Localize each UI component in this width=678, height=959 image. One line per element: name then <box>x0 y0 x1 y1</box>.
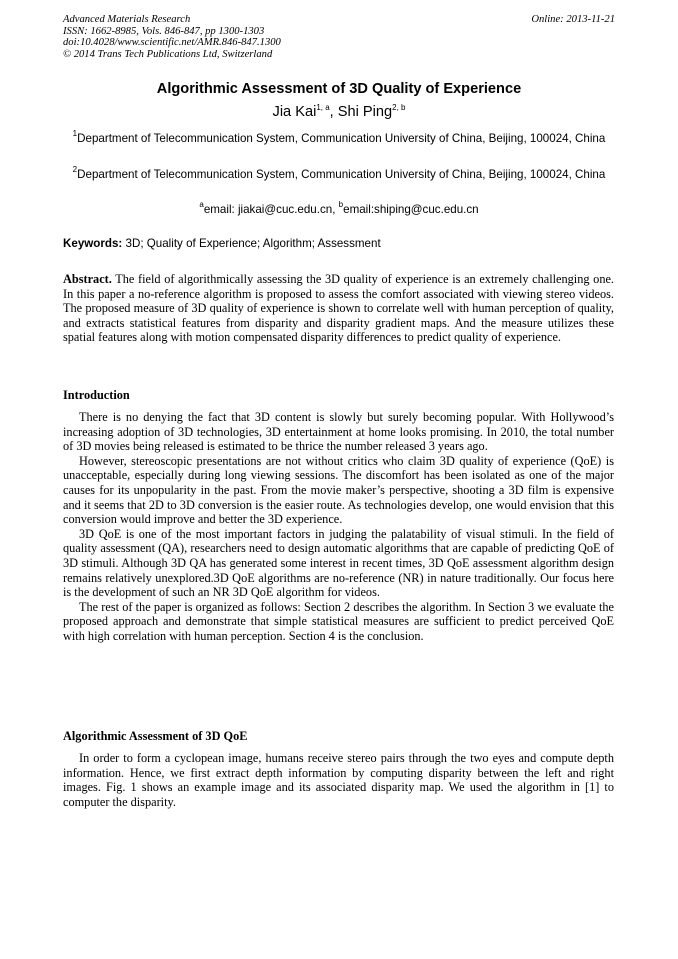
introduction-body <box>63 410 614 644</box>
keywords-text: 3D; Quality of Experience; Algorithm; Assessment <box>122 237 381 250</box>
section-heading-algorithm: Algorithmic Assessment of 3D QoE <box>63 729 248 743</box>
copyright-line: © 2014 Trans Tech Publications Ltd, Switzerland <box>63 48 273 60</box>
keywords <box>63 237 615 250</box>
email-marker: b <box>338 200 344 209</box>
author-affiliation-marker: 2, b <box>392 103 406 112</box>
doi-line: doi:10.4028/www.scientific.net/AMR.846-847.1300 <box>63 37 281 49</box>
abstract-label: Abstract. <box>63 272 112 286</box>
paper-title: Algorithmic Assessment of 3D Quality of Experience <box>156 81 522 97</box>
affiliation-text: Department of Telecommunication System, Communication University of China, Beijing, 100024, China <box>77 168 606 181</box>
affiliation-1 <box>63 131 615 146</box>
affiliation-marker: 1 <box>72 129 78 138</box>
author-emails <box>0 200 678 216</box>
affiliation-marker: 2 <box>72 165 78 174</box>
paragraph: There is no denying the fact that 3D content is slowly but surely becoming popular. With Hollywood’s increasing adoption of 3D technologies, 3D entertainment at home looks promising. In 2010, the total number of 3D movies being released is estimated to be thrice the number released 3 years ago. <box>63 410 614 454</box>
journal-name: Advanced Materials Research <box>63 14 191 25</box>
affiliation-2 <box>63 167 615 182</box>
paragraph: However, stereoscopic presentations are not without critics who claim 3D quality of experience (QoE) is unacceptable, especially during long viewing sessions. The discomfort has been isolated as one of the major causes for its unpopularity in the past. From the movie maker’s perspective, shooting a 3D film is expensive and it seems that 2D to 3D conversion is the easier route. As technologies develop, one would envision that this conversion would improve and better the 3D experience. <box>63 453 614 527</box>
author-name: Shi Ping <box>337 104 393 120</box>
email-text: email:shiping@cuc.edu.cn <box>343 203 479 216</box>
paragraph: In order to form a cyclopean image, humans receive stereo pairs through the two eyes and compute depth information. Hence, we first extract depth information by computing disparity between the left and right images. Fig. 1 shows an example image and its associated disparity map. We used the algorithm in [1] to computer the disparity. <box>63 751 614 809</box>
email-marker: a <box>199 200 204 209</box>
abstract-text: The field of algorithmically assessing the 3D quality of experience is an extremely challenging one. In this paper a no-reference algorithm is proposed to assess the comfort associated with viewing stereo videos. The proposed measure of 3D quality of experience is shown to correlate well with human perception of quality, and extracts statistical features from disparity and disparity gradient maps. And the measure utilizes these spatial features along with motion compensated disparity differences to predict quality of experience. <box>63 272 614 345</box>
email-text: email: jiakai@cuc.edu.cn, <box>203 203 339 216</box>
algorithm-body <box>63 751 614 809</box>
author-separator: , <box>329 104 338 120</box>
paragraph: The rest of the paper is organized as follows: Section 2 describes the algorithm. In Section 3 we evaluate the proposed approach and demonstrate that simple statistical measures are sufficient to predict perceived QoE with high correlation with human perception. Section 4 is the conclusion. <box>63 599 614 643</box>
issn-line: ISSN: 1662-8985, Vols. 846-847, pp 1300-1303 <box>63 25 265 37</box>
online-date: Online: 2013-11-21 <box>531 14 615 25</box>
abstract <box>63 272 614 345</box>
keywords-label: Keywords: <box>63 237 123 250</box>
affiliation-text: Department of Telecommunication System, Communication University of China, Beijing, 100024, China <box>77 132 606 145</box>
section-heading-introduction: Introduction <box>63 388 130 402</box>
running-header <box>63 14 615 60</box>
author-affiliation-marker: 1, a <box>316 103 330 112</box>
author-name: Jia Kai <box>272 104 317 120</box>
author-list <box>0 104 678 120</box>
paragraph: 3D QoE is one of the most important factors in judging the palatability of visual stimuli. In the field of quality assessment (QA), researchers need to design automatic algorithms that are capable of predicting QoE of 3D stimuli. Although 3D QA has generated some interest in recent times, 3D QoE assessment algorithm design remains relatively unexplored.3D QoE algorithms are no-reference (NR) in nature traditionally. Our focus here is the development of such an NR 3D QoE algorithm for videos. <box>63 526 614 600</box>
